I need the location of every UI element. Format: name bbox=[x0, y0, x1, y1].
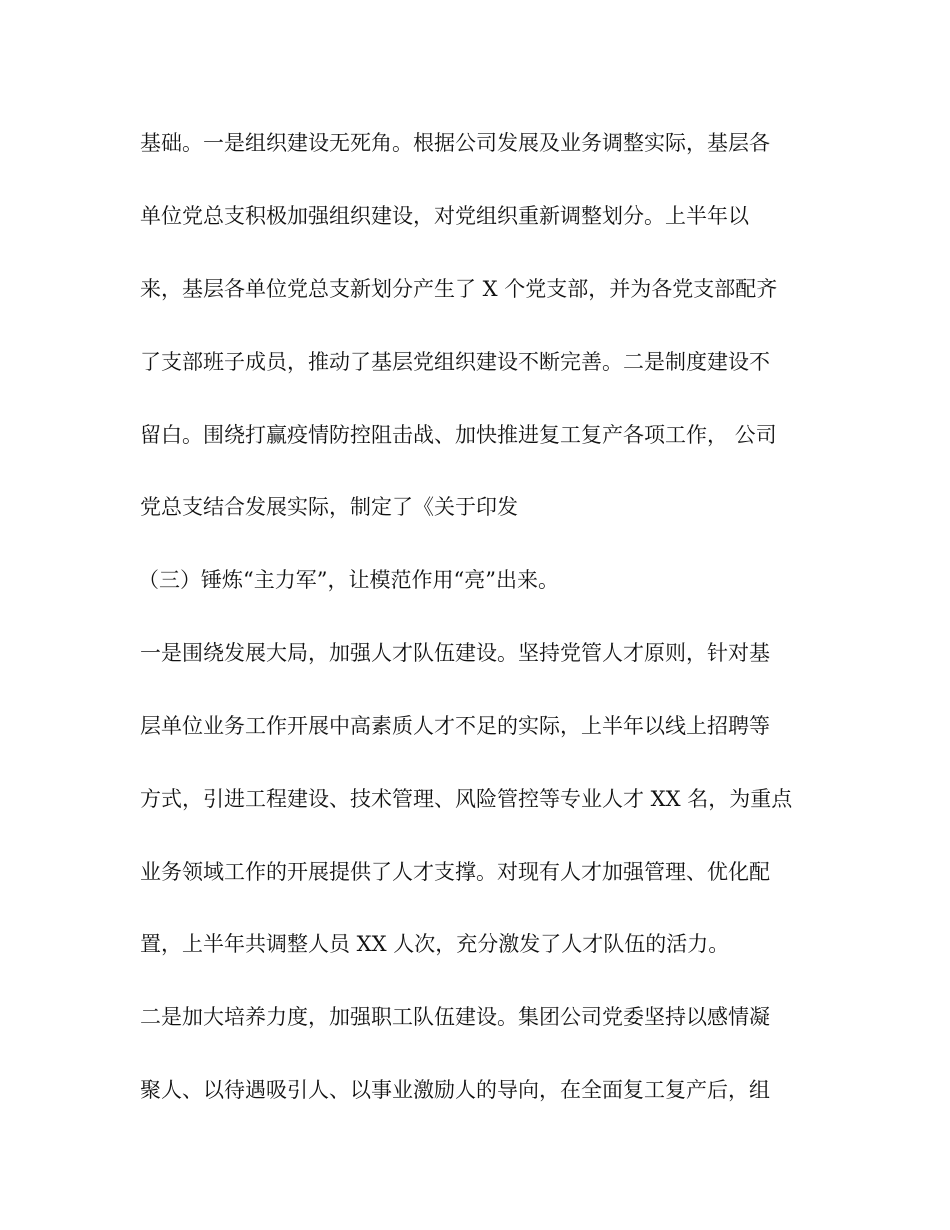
paragraph-line: 层单位业务工作开展中高素质人才不足的实际，上半年以线上招聘等 bbox=[140, 714, 770, 738]
paragraph-line: 一是围绕发展大局，加强人才队伍建设。坚持党管人才原则，针对基 bbox=[140, 641, 770, 665]
paragraph-line: 基础。一是组织建设无死角。根据公司发展及业务调整实际，基层各 bbox=[140, 131, 770, 155]
paragraph-line: 了支部班子成员，推动了基层党组织建设不断完善。二是制度建设不 bbox=[140, 350, 770, 374]
paragraph-line: 方式，引进工程建设、技术管理、风险管控等专业人才 XX 名，为重点 bbox=[140, 787, 793, 811]
paragraph-line: 来，基层各单位党总支新划分产生了 X 个党支部，并为各党支部配齐 bbox=[140, 277, 778, 301]
paragraph-line: 党总支结合发展实际，制定了《关于印发 bbox=[140, 495, 518, 519]
paragraph-line: 留白。围绕打赢疫情防控阻击战、加快推进复工复产各项工作， 公司 bbox=[140, 423, 777, 447]
paragraph-line: 业务领域工作的开展提供了人才支撑。对现有人才加强管理、优化配 bbox=[140, 860, 770, 884]
paragraph-line: 二是加大培养力度，加强职工队伍建设。集团公司党委坚持以感情凝 bbox=[140, 1005, 770, 1029]
paragraph-line: 单位党总支积极加强组织建设，对党组织重新调整划分。上半年以 bbox=[140, 204, 749, 228]
paragraph-line: 置，上半年共调整人员 XX 人次，充分激发了人才队伍的活力。 bbox=[140, 932, 730, 956]
section-heading: （三）锤炼“主力军”，让模范作用“亮”出来。 bbox=[138, 568, 559, 592]
paragraph-line: 聚人、以待遇吸引人、以事业激励人的导向，在全面复工复产后，组 bbox=[140, 1078, 770, 1102]
